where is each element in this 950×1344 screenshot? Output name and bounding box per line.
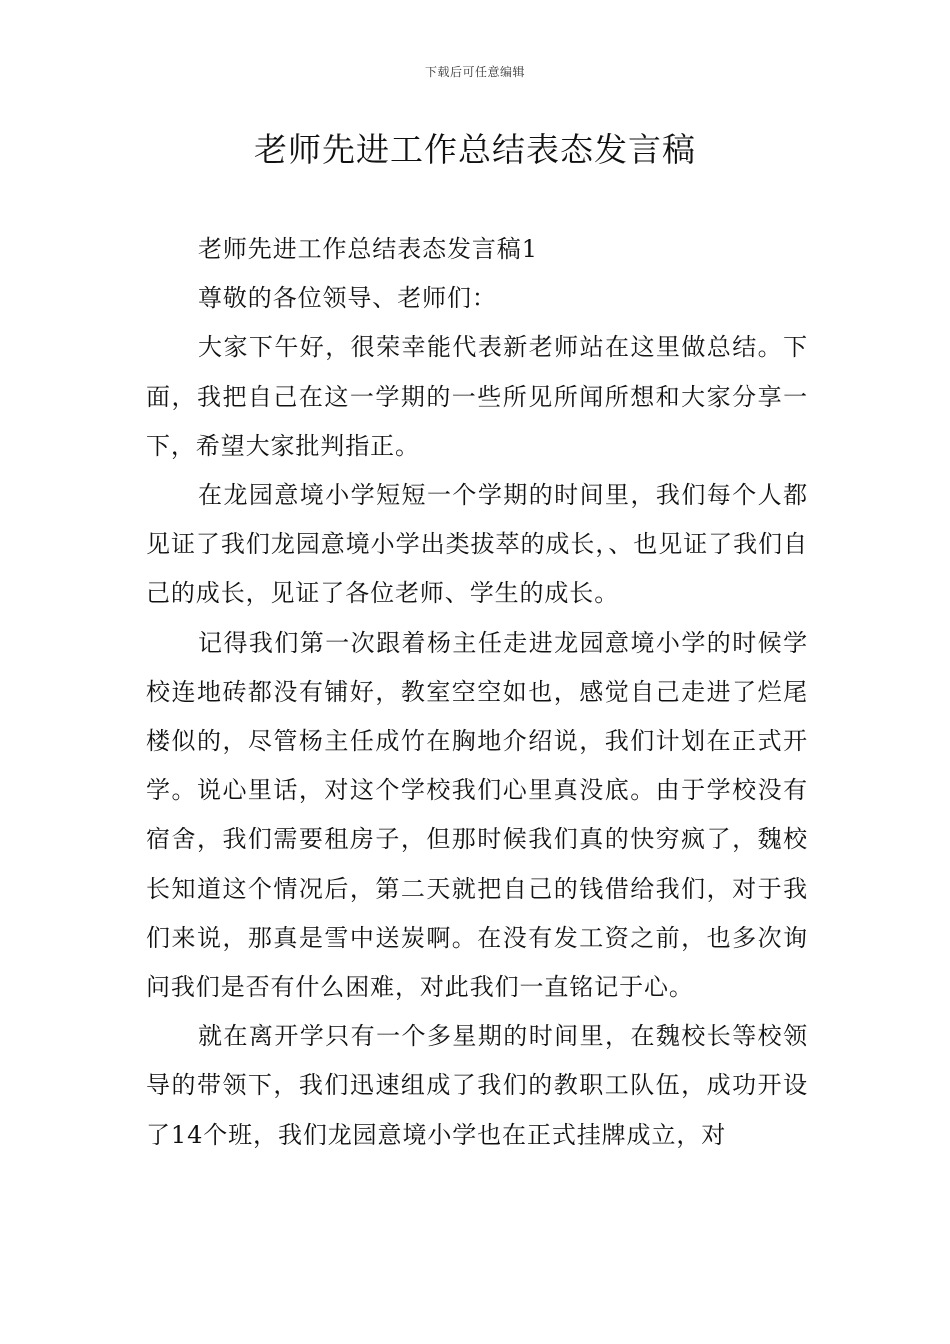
document-body [146, 225, 808, 1160]
paragraph-memory: 记得我们第一次跟着杨主任走进龙园意境小学的时候学校连地砖都没有铺好，教室空空如也，感觉自己走进了烂尾楼似的，尽管杨主任成竹在胸地介绍说，我们计划在正式开学。说心里话，对这个学校我们心里真没底。由于学校没有宿舍，我们需要租房子，但那时候我们真的快穷疯了，魏校长知道这个情况后，第二天就把自己的钱借给我们，对于我们来说，那真是雪中送炭啊。在没有发工资之前，也多次询问我们是否有什么困难，对此我们一直铭记于心。 [146, 628, 808, 1002]
document-title: 老师先进工作总结表态发言稿 [254, 130, 696, 169]
paragraph-salutation: 尊敬的各位领导、老师们： [198, 284, 497, 313]
paragraph-opening: 大家下午好，很荣幸能代表新老师站在这里做总结。下面，我把自己在这一学期的一些所见所闻所想和大家分享一下，希望大家批判指正。 [146, 333, 808, 460]
paragraph-subtitle: 老师先进工作总结表态发言稿1 [198, 235, 538, 263]
paragraph-founding: 就在离开学只有一个多星期的时间里，在魏校长等校领导的带领下，我们迅速组成了我们的教职工队伍，成功开设了14个班，我们龙园意境小学也在正式挂牌成立，对 [146, 1022, 808, 1149]
header-note: 下载后可任意编辑 [424, 65, 525, 79]
paragraph-growth: 在龙园意境小学短短一个学期的时间里，我们每个人都见证了我们龙园意境小学出类拔萃的成长，、也见证了我们自己的成长，见证了各位老师、学生的成长。 [146, 481, 808, 608]
